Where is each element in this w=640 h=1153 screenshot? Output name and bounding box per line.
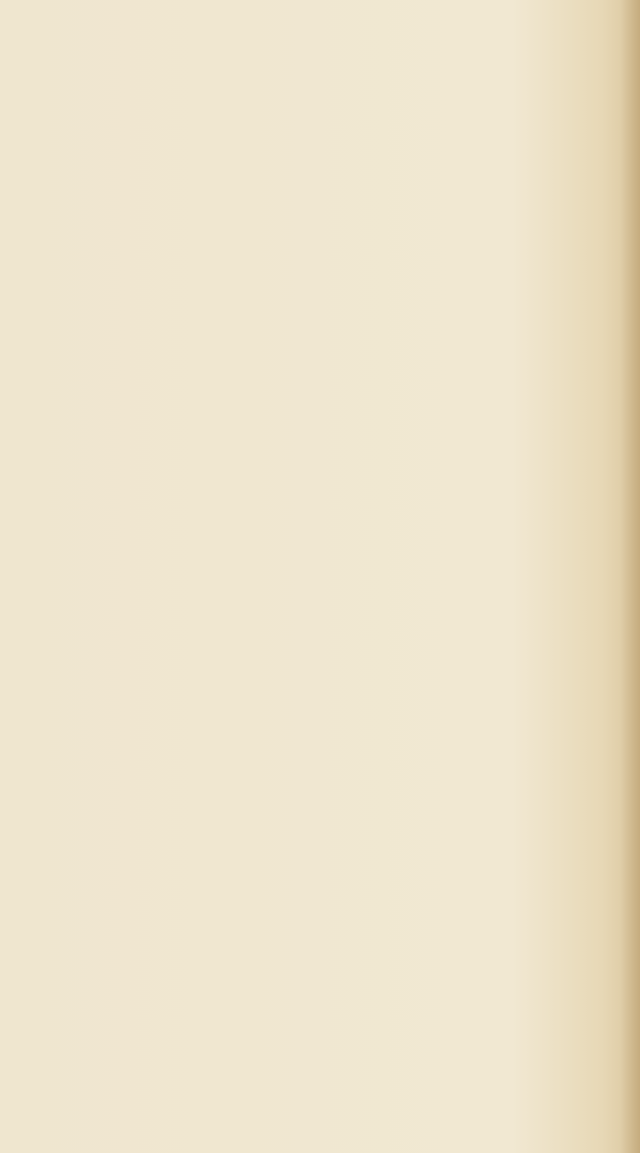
page-edge-shadow xyxy=(620,0,640,1153)
page-header xyxy=(44,6,604,36)
dropcap xyxy=(64,914,124,966)
psalm-137-heading xyxy=(176,879,186,903)
